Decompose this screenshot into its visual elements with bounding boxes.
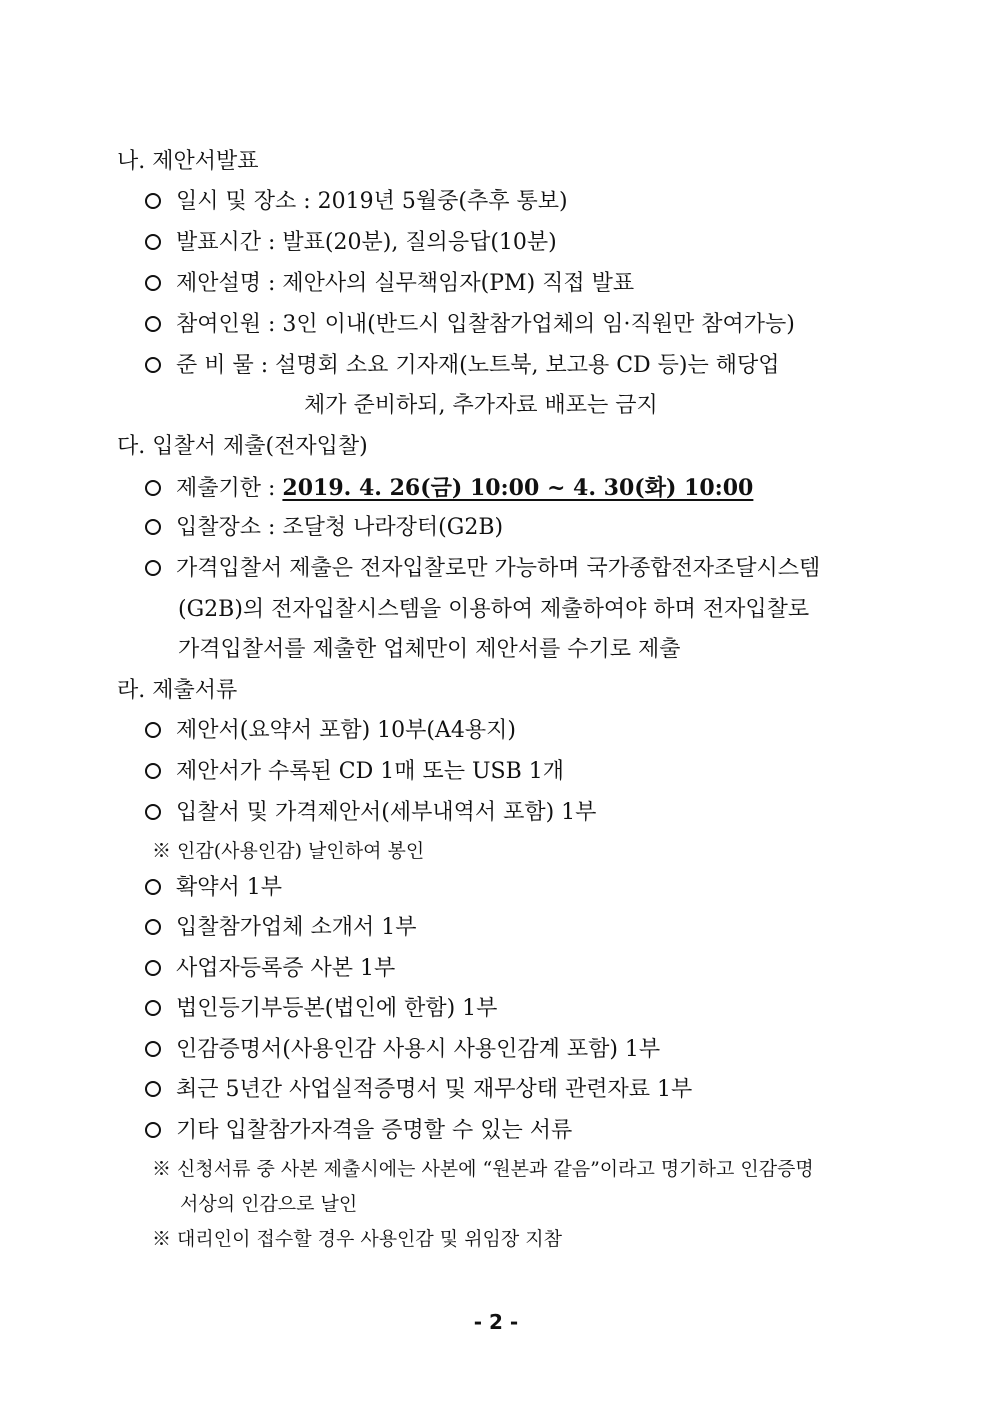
note: ※ 신청서류 중 사본 제출시에는 사본에 “원본과 같음”이라고 명기하고 인감증명 xyxy=(152,1158,814,1180)
list-item: 기타 입찰참가자격을 증명할 수 있는 서류 xyxy=(144,1115,572,1147)
bullet-circle-icon xyxy=(144,1074,176,1106)
bullet-circle-icon xyxy=(144,268,176,300)
list-item-continuation: 체가 준비하되, 추가자료 배포는 금지 xyxy=(304,393,658,418)
bullet-circle-icon xyxy=(144,953,176,985)
note: ※ 대리인이 접수할 경우 사용인감 및 위임장 지참 xyxy=(152,1228,563,1250)
bullet-circle-icon xyxy=(144,309,176,341)
note: ※ 인감(사용인감) 날인하여 봉인 xyxy=(152,840,425,862)
bullet-circle-icon xyxy=(144,227,176,259)
section-heading-ra: 라. 제출서류 xyxy=(117,678,238,703)
bullet-circle-icon xyxy=(144,912,176,944)
list-item: 가격입찰서 제출은 전자입찰로만 가능하며 국가종합전자조달시스템 xyxy=(144,553,820,585)
page-number: - 2 - xyxy=(473,1310,519,1334)
list-item-continuation: (G2B)의 전자입찰시스템을 이용하여 제출하여야 하며 전자입찰로 xyxy=(178,597,810,622)
list-item: 준 비 물 : 설명회 소요 기자재(노트북, 보고용 CD 등)는 해당업 xyxy=(144,350,780,382)
bullet-circle-icon xyxy=(144,350,176,382)
list-item-continuation: 가격입찰서를 제출한 업체만이 제안서를 수기로 제출 xyxy=(178,637,681,662)
list-item: 최근 5년간 사업실적증명서 및 재무상태 관련자료 1부 xyxy=(144,1074,692,1106)
bullet-circle-icon xyxy=(144,1034,176,1066)
bullet-circle-icon xyxy=(144,186,176,218)
bullet-circle-icon xyxy=(144,553,176,585)
list-item: 참여인원 : 3인 이내(반드시 입찰참가업체의 임·직원만 참여가능) xyxy=(144,309,795,341)
bullet-circle-icon xyxy=(144,473,176,505)
bullet-circle-icon xyxy=(144,512,176,544)
list-item: 입찰참가업체 소개서 1부 xyxy=(144,912,417,944)
note-continuation: 서상의 인감으로 날인 xyxy=(180,1193,358,1215)
list-item: 제안설명 : 제안사의 실무책임자(PM) 직접 발표 xyxy=(144,268,634,300)
bullet-circle-icon xyxy=(144,1115,176,1147)
list-item: 발표시간 : 발표(20분), 질의응답(10분) xyxy=(144,227,557,259)
list-item: 입찰장소 : 조달청 나라장터(G2B) xyxy=(144,512,503,544)
list-item: 일시 및 장소 : 2019년 5월중(추후 통보) xyxy=(144,186,568,218)
bullet-circle-icon xyxy=(144,715,176,747)
section-heading-da: 다. 입찰서 제출(전자입찰) xyxy=(117,434,368,459)
list-item-deadline: 제출기한 : 2019. 4. 26(금) 10:00 ~ 4. 30(화) 10:00 xyxy=(144,472,753,505)
list-item: 제안서(요약서 포함) 10부(A4용지) xyxy=(144,715,516,747)
list-item: 인감증명서(사용인감 사용시 사용인감계 포함) 1부 xyxy=(144,1034,660,1066)
bullet-circle-icon xyxy=(144,797,176,829)
deadline-value: 2019. 4. 26(금) 10:00 ~ 4. 30(화) 10:00 xyxy=(282,475,754,501)
list-item: 법인등기부등본(법인에 한함) 1부 xyxy=(144,993,497,1025)
list-item: 입찰서 및 가격제안서(세부내역서 포함) 1부 xyxy=(144,797,596,829)
bullet-circle-icon xyxy=(144,872,176,904)
bullet-circle-icon xyxy=(144,993,176,1025)
bullet-circle-icon xyxy=(144,756,176,788)
list-item: 확약서 1부 xyxy=(144,872,282,904)
list-item: 제안서가 수록된 CD 1매 또는 USB 1개 xyxy=(144,756,564,788)
list-item: 사업자등록증 사본 1부 xyxy=(144,953,395,985)
section-heading-na: 나. 제안서발표 xyxy=(117,149,259,174)
